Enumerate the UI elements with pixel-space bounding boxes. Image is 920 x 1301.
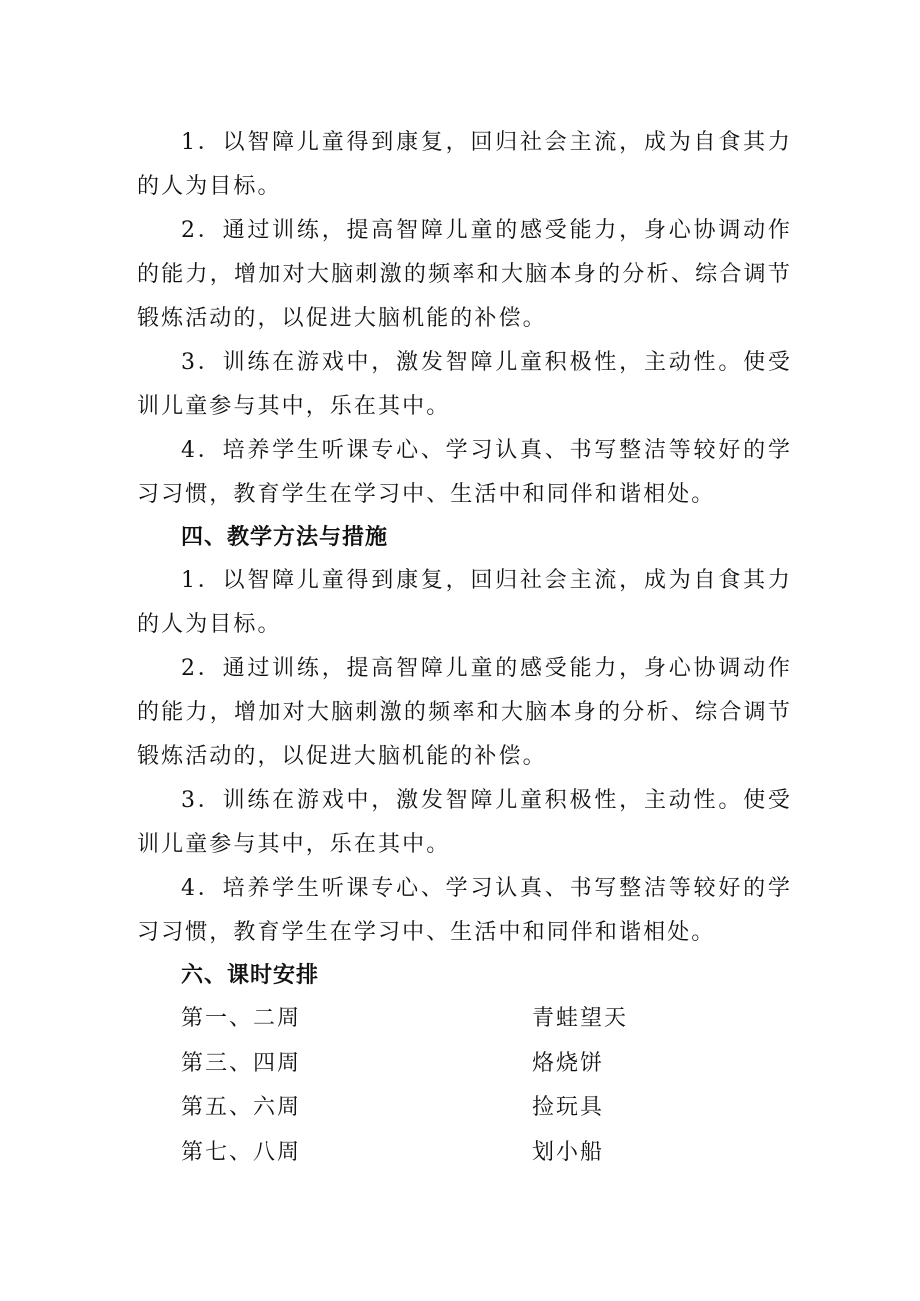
document-content — [137, 121, 792, 1175]
schedule-lesson: 青蛙望天 — [532, 1006, 629, 1031]
schedule-row — [137, 1131, 792, 1176]
schedule-row — [137, 997, 792, 1042]
goals-list — [137, 121, 792, 517]
schedule-table — [137, 997, 792, 1175]
schedule-row — [137, 1042, 792, 1087]
schedule-row — [137, 1086, 792, 1131]
schedule-week: 第五、六周 — [181, 1095, 302, 1120]
goal-item-3: 3．训练在游戏中，激发智障儿童积极性，主动性。使受训儿童参与其中，乐在其中。 — [137, 350, 792, 419]
method-item-1: 1．以智障儿童得到康复，回归社会主流，成为自食其力的人为目标。 — [137, 568, 792, 637]
methods-heading: 四、教学方法与措施 — [181, 525, 389, 550]
schedule-lesson: 划小船 — [532, 1139, 605, 1165]
schedule-heading: 六、课时安排 — [181, 963, 320, 988]
method-item-4: 4．培养学生听课专心、学习认真、书写整洁等较好的学习习惯，教育学生在学习中、生活中和同伴和谐相处。 — [137, 876, 792, 945]
goal-item-4: 4．培养学生听课专心、学习认真、书写整洁等较好的学习习惯，教育学生在学习中、生活中和同伴和谐相处。 — [137, 438, 792, 507]
schedule-week: 第七、八周 — [181, 1139, 302, 1165]
schedule-week: 第三、四周 — [181, 1050, 302, 1076]
method-item-3: 3．训练在游戏中，激发智障儿童积极性，主动性。使受训儿童参与其中，乐在其中。 — [137, 788, 792, 857]
methods-list — [137, 559, 792, 955]
goal-item-1: 1．以智障儿童得到康复，回归社会主流，成为自食其力的人为目标。 — [137, 130, 792, 199]
schedule-week: 第一、二周 — [181, 1006, 302, 1031]
schedule-lesson: 捡玩具 — [532, 1095, 605, 1120]
method-item-2: 2．通过训练，提高智障儿童的感受能力，身心协调动作的能力，增加对大脑刺激的频率和大脑本身的分析、综合调节锻炼活动的，以促进大脑机能的补偿。 — [137, 656, 792, 769]
schedule-lesson: 烙烧饼 — [532, 1050, 605, 1076]
goal-item-2: 2．通过训练，提高智障儿童的感受能力，身心协调动作的能力，增加对大脑刺激的频率和大脑本身的分析、综合调节锻炼活动的，以促进大脑机能的补偿。 — [137, 218, 792, 331]
